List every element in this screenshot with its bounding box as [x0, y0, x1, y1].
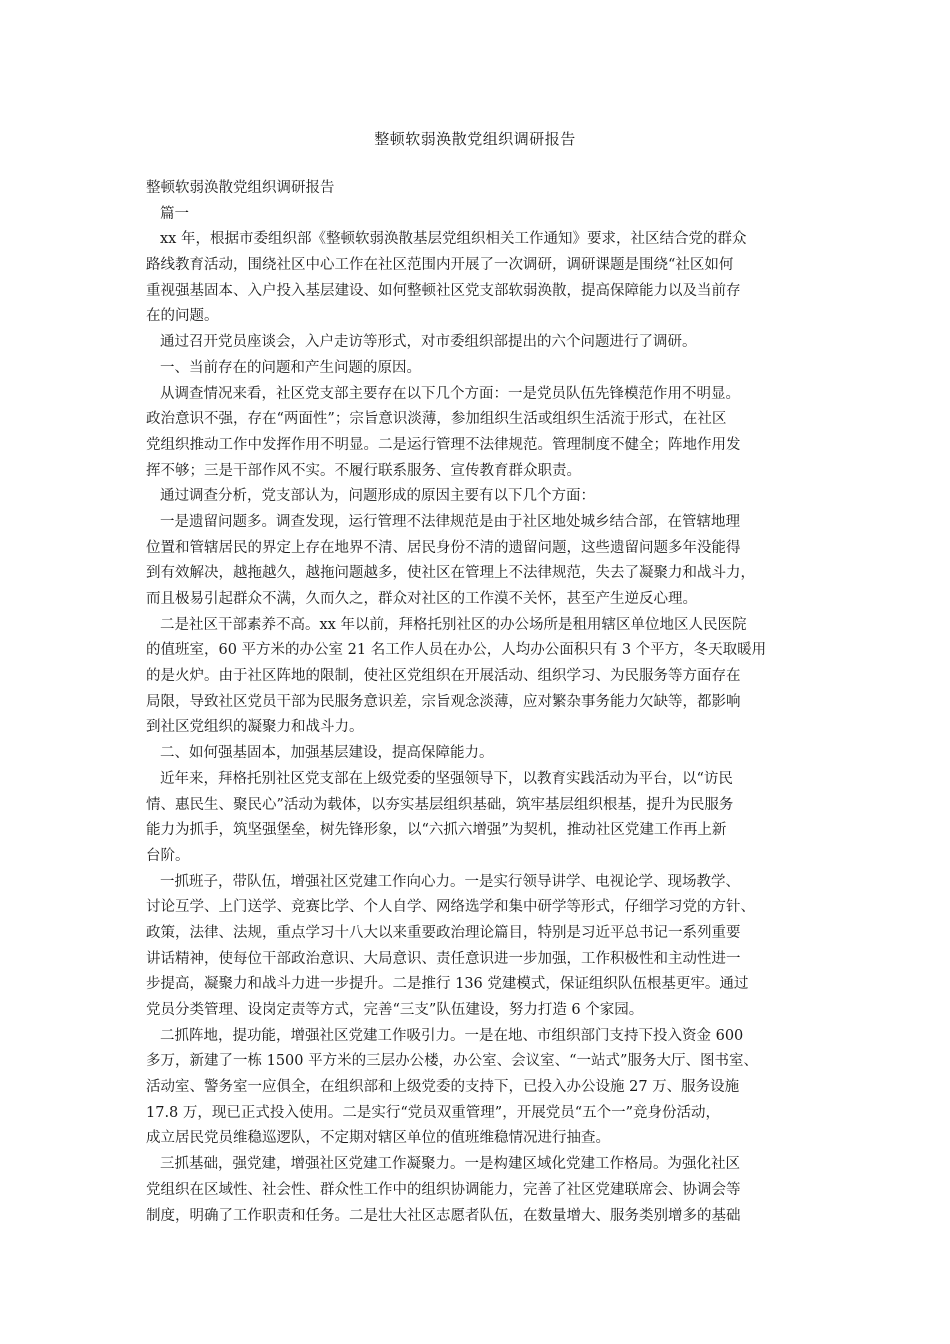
paragraph-line: 能力为抓手，筑坚强堡垒，树先锋形象，以“六抓六增强”为契机，推动社区党建工作再上新 — [146, 822, 727, 839]
paragraph-line: 近年来，拜格托别社区党支部在上级党委的坚强领导下，以教育实践活动为平台，以“访民 — [160, 770, 733, 787]
document-body — [146, 176, 808, 1229]
paragraph-line: 台阶。 — [146, 847, 190, 864]
paragraph-line: 挥不够；三是干部作风不实。不履行联系服务、宣传教育群众职责。 — [146, 462, 581, 479]
paragraph-line: 情、惠民生、聚民心”活动为载体，以夯实基层组织基础，筑牢基层组织根基，提升为民服务 — [146, 796, 734, 813]
paragraph-line: 而且极易引起群众不满，久而久之，群众对社区的工作漠不关怀，甚至产生逆反心理。 — [146, 591, 697, 607]
paragraph-line: 通过调查分析，党支部认为，问题形成的原因主要有以下几个方面： — [160, 488, 595, 505]
paragraph-line: 重视强基固本、入户投入基层建设、如何整顿社区党支部软弱涣散，提高保障能力以及当前存 — [146, 282, 741, 299]
paragraph-line: 二、如何强基固本，加强基层建设，提高保障能力。 — [160, 745, 494, 762]
document-heading: 整顿软弱涣散党组织调研报告 — [146, 180, 335, 196]
paragraph-line: 多万，新建了一栋 1500 平方米的三层办公楼，办公室、会议室、“一站式”服务大厅、图书室、 — [146, 1053, 758, 1070]
paragraph-line: 二是社区干部素养不高。xx 年以前，拜格托别社区的办公场所是租用辖区单位地区人民医院 — [160, 616, 747, 633]
document-title: 整顿软弱涣散党组织调研报告 — [374, 130, 576, 148]
paragraph-line: 从调查情况来看，社区党支部主要存在以下几个方面：一是党员队伍先锋模范作用不明显。 — [160, 385, 740, 402]
paragraph-line: 制度，明确了工作职责和任务。二是壮大社区志愿者队伍，在数量增大、服务类别增多的基础 — [146, 1207, 741, 1224]
paragraph-line: 的是火炉。由于社区阵地的限制，使社区党组织在开展活动、组织学习、为民服务等方面存在 — [146, 668, 741, 685]
paragraph-line: 通过召开党员座谈会，入户走访等形式，对市委组织部提出的六个问题进行了调研。 — [160, 334, 697, 351]
paragraph-line: 17.8 万，现已正式投入使用。二是实行“党员双重管理”，开展党员“五个一”竞身份活动， — [146, 1104, 721, 1121]
paragraph-line: 到有效解决，越拖越久，越拖问题越多，使社区在管理上不法律规范，失去了凝聚力和战斗力， — [146, 565, 755, 582]
paragraph-line: 二抓阵地，提功能，增强社区党建工作吸引力。一是在地、市组织部门支持下投入资金 600 — [160, 1027, 744, 1044]
paragraph-line: 在的问题。 — [146, 308, 219, 325]
paragraph-line: 三抓基础，强党建，增强社区党建工作凝聚力。一是构建区域化党建工作格局。为强化社区 — [160, 1156, 740, 1173]
paragraph-line: 局限，导致社区党员干部为民服务意识差，宗旨观念淡薄，应对繁杂事务能力欠缺等，都影响 — [146, 693, 741, 710]
paragraph-line: 成立居民党员维稳巡逻队，不定期对辖区单位的值班维稳情况进行抽查。 — [146, 1130, 610, 1147]
paragraph-line: 路线教育活动，围绕社区中心工作在社区范围内开展了一次调研，调研课题是围绕“社区如何 — [146, 257, 734, 274]
paragraph-line: 的值班室，60 平方米的办公室 21 名工作人员在办公，人均办公面积只有 3 个平方，冬天取暖用 — [146, 642, 767, 659]
paragraph-line: 讲话精神，使每位干部政治意识、大局意识、责任意识进一步加强，工作积极性和主动性进一 — [146, 950, 741, 967]
paragraph-line: 一抓班子，带队伍，增强社区党建工作向心力。一是实行领导讲学、电视论学、现场教学、 — [160, 873, 740, 890]
paragraph-line: 讨论互学、上门送学、竞赛比学、个人自学、网络选学和集中研学等形式，仔细学习党的方针、 — [146, 899, 755, 916]
paragraph-line: 一、当前存在的问题和产生问题的原因。 — [160, 359, 421, 376]
paragraph-line: 活动室、警务室一应俱全，在组织部和上级党委的支持下，已投入办公设施 27 万、服务设施 — [146, 1079, 740, 1096]
paragraph-line: 党组织在区域性、社会性、群众性工作中的组织协调能力，完善了社区党建联席会、协调会等 — [146, 1181, 741, 1198]
paragraph-line: 一是遗留问题多。调查发现，运行管理不法律规范是由于社区地处城乡结合部，在管辖地理 — [160, 513, 740, 530]
paragraph-line: 步提高，凝聚力和战斗力进一步提升。二是推行 136 党建模式，保证组织队伍根基更牢。通过 — [146, 976, 749, 993]
paragraph-line: 篇一 — [160, 205, 189, 222]
paragraph-line: 到社区党组织的凝聚力和战斗力。 — [146, 719, 364, 736]
paragraph-line: 政治意识不强，存在“两面性”；宗旨意识淡薄，参加组织生活或组织生活流于形式，在社区 — [146, 411, 727, 428]
paragraph-line: 位置和管辖居民的界定上存在地界不清、居民身份不清的遗留问题，这些遗留问题多年没能得 — [146, 539, 741, 556]
paragraph-line: 党组织推动工作中发挥作用不明显。二是运行管理不法律规范。管理制度不健全；阵地作用发 — [146, 436, 741, 453]
paragraph-line: 政策，法律、法规，重点学习十八大以来重要政治理论篇目，特别是习近平总书记一系列重要 — [146, 924, 741, 941]
paragraph-line: 党员分类管理、设岗定责等方式，完善“三支”队伍建设，努力打造 6 个家园。 — [146, 1002, 644, 1018]
paragraph-line: xx 年，根据市委组织部《整顿软弱涣散基层党组织相关工作通知》要求，社区结合党的群众 — [160, 231, 747, 248]
